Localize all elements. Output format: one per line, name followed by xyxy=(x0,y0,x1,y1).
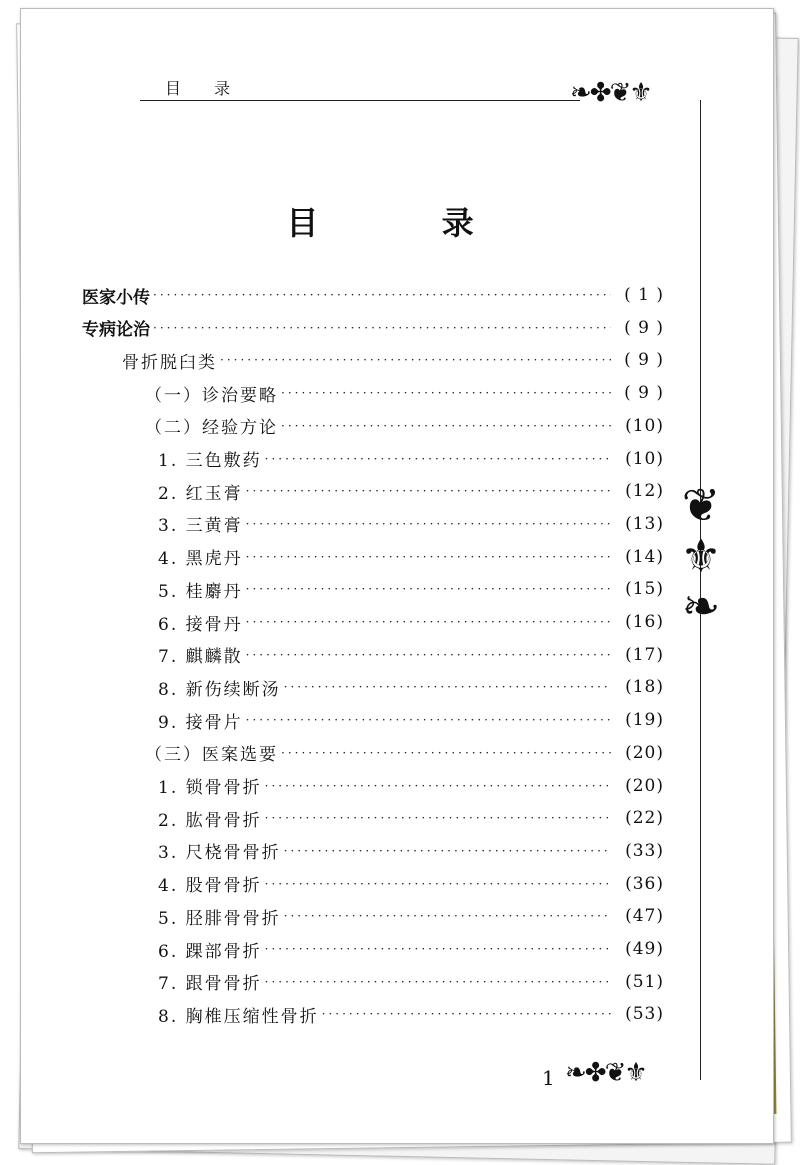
toc-entry[interactable] xyxy=(158,967,664,997)
dot-leader xyxy=(284,909,611,923)
dot-leader xyxy=(246,550,611,564)
toc-entry[interactable] xyxy=(158,901,664,931)
toc-entry[interactable] xyxy=(145,738,664,768)
dot-leader xyxy=(265,811,611,825)
dot-leader xyxy=(246,615,611,629)
toc-entry-label: 专病论治 xyxy=(82,320,150,341)
toc-entry[interactable] xyxy=(158,934,664,964)
toc-entry-label: （一）诊治要略 xyxy=(145,385,278,406)
toc-entry[interactable] xyxy=(158,836,664,866)
toc-entry-page: (19) xyxy=(625,710,664,731)
toc-entry-label: 4. 黑虎丹 xyxy=(158,549,243,570)
dot-leader xyxy=(281,746,611,760)
toc-entry[interactable] xyxy=(158,476,664,506)
toc-entry[interactable] xyxy=(82,313,664,343)
toc-entry[interactable] xyxy=(158,444,664,474)
toc-entry-label: 医家小传 xyxy=(82,287,150,308)
toc-entry[interactable] xyxy=(122,345,664,375)
dot-leader xyxy=(246,517,611,531)
dot-leader xyxy=(322,1007,611,1021)
toc-entry[interactable] xyxy=(158,672,664,702)
toc-entry-label: 2. 红玉膏 xyxy=(158,483,243,504)
toc-entry-page: (13) xyxy=(625,513,664,534)
dot-leader xyxy=(265,452,611,466)
toc-entry-label: 8. 胸椎压缩性骨折 xyxy=(158,1006,319,1027)
toc-entry[interactable] xyxy=(145,378,664,408)
dot-leader xyxy=(281,419,611,433)
toc-entry-label: 6. 踝部骨折 xyxy=(158,941,262,962)
toc-entry[interactable] xyxy=(145,411,664,441)
dot-leader xyxy=(265,975,611,989)
dot-leader xyxy=(265,942,611,956)
dot-leader xyxy=(265,877,611,891)
toc-entry-page: (51) xyxy=(625,971,664,992)
toc-entry-page: ( 9 ) xyxy=(624,317,664,338)
toc-entry[interactable] xyxy=(158,771,664,801)
toc-entry-label: 4. 股骨骨折 xyxy=(158,876,262,897)
toc-entry-label: 7. 跟骨骨折 xyxy=(158,974,262,995)
dot-leader xyxy=(246,484,611,498)
toc-entry-label: 7. 麒麟散 xyxy=(158,647,243,668)
dot-leader xyxy=(246,713,611,727)
dot-leader xyxy=(246,582,611,596)
page-number: 1 xyxy=(542,1066,555,1090)
toc-entry-page: (33) xyxy=(625,840,664,861)
toc-entry-label: （二）经验方论 xyxy=(145,418,278,439)
dot-leader xyxy=(284,680,611,694)
toc-entry-page: (12) xyxy=(625,481,664,502)
dot-leader xyxy=(265,779,611,793)
toc-entry-label: 5. 桂麝丹 xyxy=(158,581,243,602)
toc-entry-label: 3. 尺桡骨骨折 xyxy=(158,843,281,864)
toc-entry[interactable] xyxy=(158,869,664,899)
toc-entry-page: (47) xyxy=(625,906,664,927)
dot-leader xyxy=(153,288,611,302)
corner-ornament-icon: ❧✤❦⚜ xyxy=(565,1058,646,1088)
toc-entry-label: 5. 胫腓骨骨折 xyxy=(158,908,281,929)
toc-entry-label: 3. 三黄膏 xyxy=(158,516,243,537)
dot-leader xyxy=(284,844,611,858)
toc-entry-page: (20) xyxy=(625,742,664,763)
toc-entry-page: (36) xyxy=(625,873,664,894)
toc-entry-label: 1. 锁骨骨折 xyxy=(158,778,262,798)
toc-entry-page: (22) xyxy=(625,808,664,829)
toc-entry[interactable] xyxy=(158,509,664,539)
running-header: 目 录 xyxy=(165,79,245,98)
toc-entry-page: ( 9 ) xyxy=(624,350,664,371)
page-title: 目 录 xyxy=(286,204,530,242)
toc-entry[interactable] xyxy=(158,803,664,833)
toc-entry-page: (16) xyxy=(625,612,664,632)
toc-entry[interactable] xyxy=(158,640,664,670)
toc-entry-page: (17) xyxy=(625,644,664,665)
toc-entry[interactable] xyxy=(158,705,664,735)
toc-entry-page: (10) xyxy=(625,415,664,436)
toc-entry-label: 1. 三色敷药 xyxy=(158,451,262,471)
toc-entry-page: (18) xyxy=(625,677,664,698)
toc-entry-page: (49) xyxy=(625,939,664,959)
dot-leader xyxy=(153,321,611,335)
dot-leader xyxy=(281,386,611,400)
toc-entry-label: 8. 新伤续断汤 xyxy=(158,679,281,700)
toc-entry-page: ( 1 ) xyxy=(624,285,664,305)
corner-ornament-icon: ❧✤❦⚜ xyxy=(570,78,651,108)
toc-entry[interactable] xyxy=(158,607,664,637)
toc-entry-page: ( 9 ) xyxy=(624,383,664,404)
toc-entry-page: (15) xyxy=(625,579,664,600)
toc-entry-page: (53) xyxy=(625,1004,664,1025)
toc-entry-page: (10) xyxy=(625,448,664,469)
toc-entry-label: 9. 接骨片 xyxy=(158,712,243,733)
toc-entry-page: (20) xyxy=(625,775,664,796)
header-rule xyxy=(140,100,580,101)
toc-entry-label: 骨折脱臼类 xyxy=(122,352,217,373)
toc-entry[interactable] xyxy=(158,999,664,1029)
toc-entry[interactable] xyxy=(82,280,664,310)
toc-entry[interactable] xyxy=(158,574,664,604)
dot-leader xyxy=(246,648,611,662)
dot-leader xyxy=(220,353,611,367)
toc-entry-page: (14) xyxy=(625,546,664,567)
toc-entry-label: 2. 肱骨骨折 xyxy=(158,810,262,831)
toc-entry-label: 6. 接骨丹 xyxy=(158,614,243,635)
toc-entry[interactable] xyxy=(158,542,664,572)
side-ornament-icon: ❦ ⚜ ❧ xyxy=(680,478,722,634)
toc-entry-label: （三）医案选要 xyxy=(145,745,278,766)
